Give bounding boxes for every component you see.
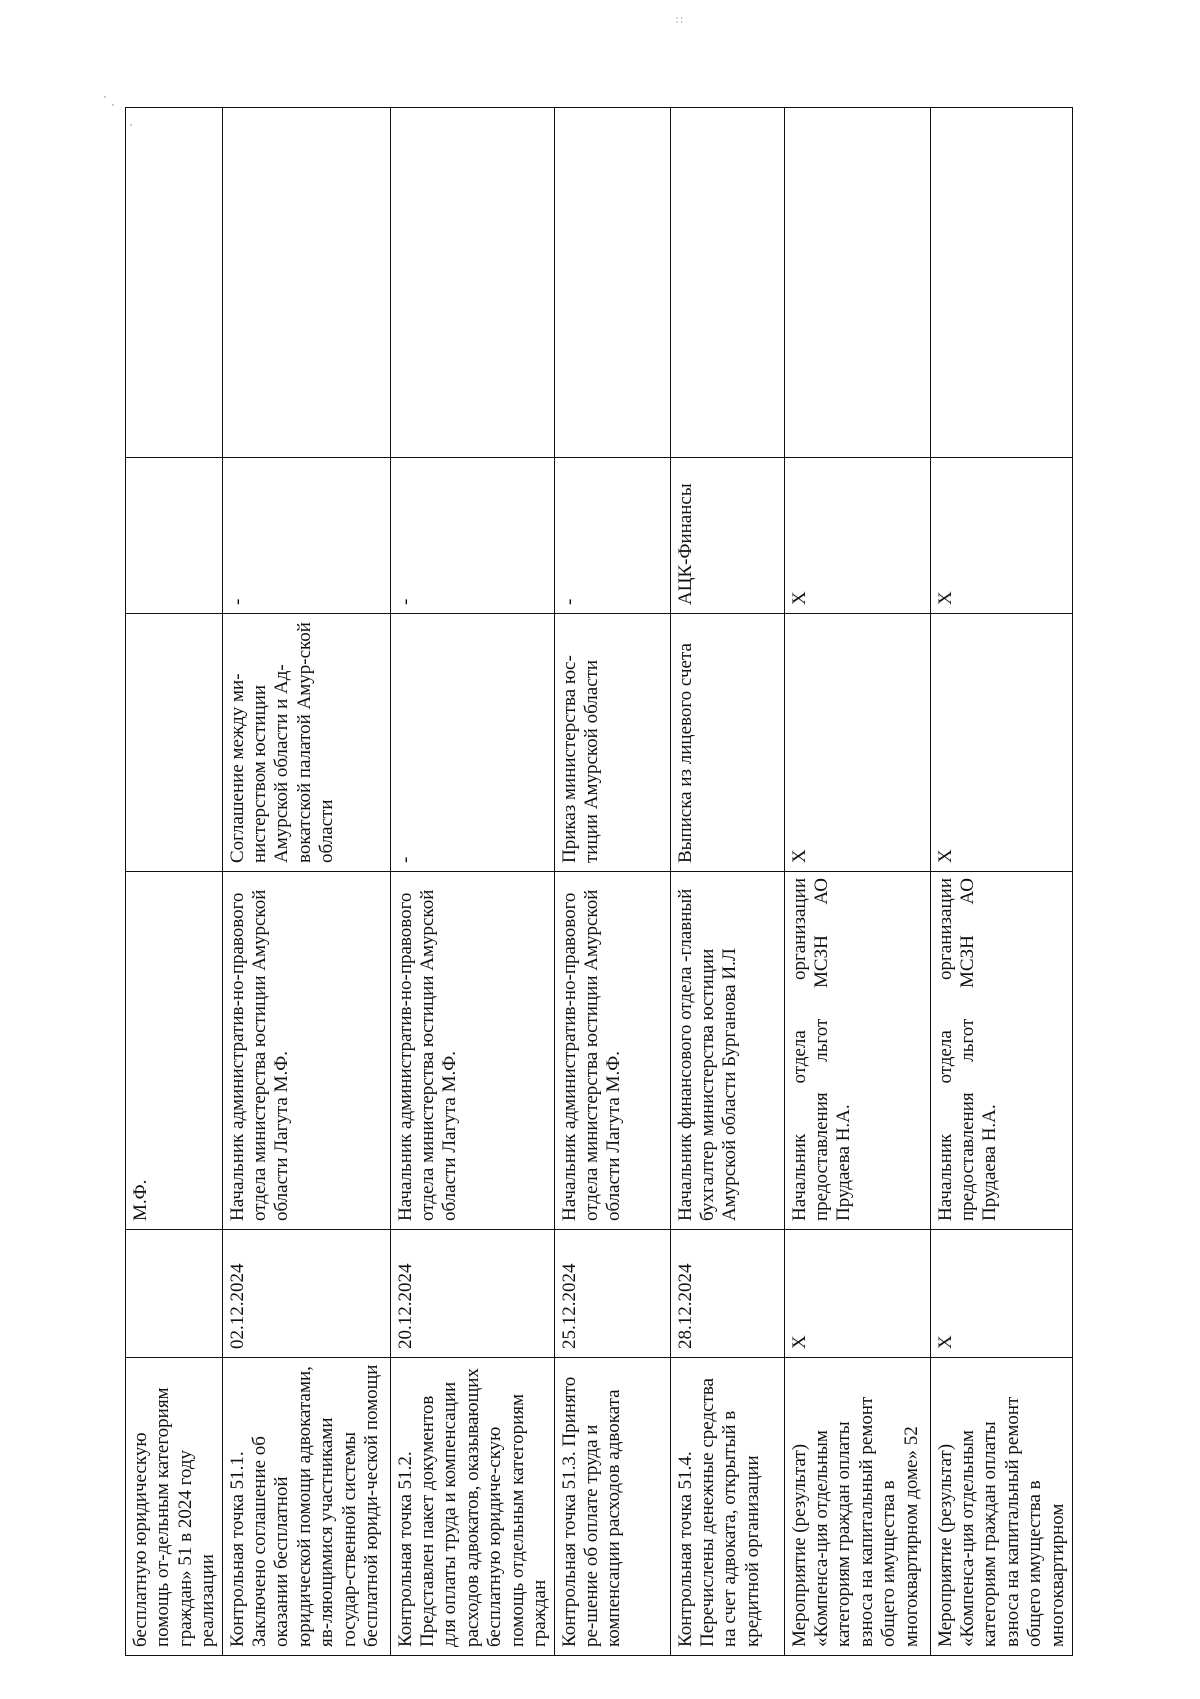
page-corner-mark: ∷ — [676, 14, 683, 27]
table-row — [670, 108, 784, 1656]
cell-responsible: Начальник финансового отдела -главный бухгалтер министерства юстиции Амурской области Бурганова И.Л — [670, 872, 784, 1230]
cell-date: X — [784, 1230, 930, 1358]
cell-event-name: Контрольная точка 51.2. Представлен пакет документов для оплаты труда и компенсации расходов адвокатов, оказывающих бесплатную юридиче-скую помощь отдельным категориям граждан — [390, 1358, 554, 1656]
control-points-table — [125, 107, 1073, 1656]
cell-date: 25.12.2024 — [554, 1230, 670, 1358]
table-row — [126, 108, 223, 1656]
cell-extra — [930, 108, 1072, 458]
cell-info-system — [126, 458, 223, 614]
scan-speck — [104, 96, 106, 98]
cell-document: Приказ министерства юс-тиции Амурской области — [554, 614, 670, 872]
cell-document: Соглашение между ми-нистерством юстиции Амурской области и Ад-вокатской палатой Амур-ской области — [222, 614, 390, 872]
cell-extra — [554, 108, 670, 458]
cell-document — [126, 614, 223, 872]
cell-date: 02.12.2024 — [222, 1230, 390, 1358]
cell-responsible: Начальник административ-но-правового отдела министерства юстиции Амурской области Лагута М.Ф. — [390, 872, 554, 1230]
cell-date: 20.12.2024 — [390, 1230, 554, 1358]
cell-extra — [670, 108, 784, 458]
cell-info-system: X — [784, 458, 930, 614]
cell-responsible: Начальник административ-но-правового отдела министерства юстиции Амурской области Лагута М.Ф. — [554, 872, 670, 1230]
cell-event-name: Контрольная точка 51.4. Перечислены денежные средства на счет адвоката, открытый в кредитной организации — [670, 1358, 784, 1656]
cell-event-name: Контрольная точка 51.1. Заключено соглашение об оказании бесплатной юридической помощи адвокатами, яв-ляющимися участниками государ-ственной системы бесплатной юриди-ческой помощи — [222, 1358, 390, 1656]
table-row — [930, 108, 1072, 1656]
cell-info-system: АЦК-Финансы — [670, 458, 784, 614]
cell-responsible: Начальник отдела организации предоставления льгот МСЗН АО Прудаева Н.А. — [784, 872, 930, 1230]
cell-event-name: Контрольная точка 51.3. Принято ре-шение об оплате труда и компенсации расходов адвоката — [554, 1358, 670, 1656]
cell-date: 28.12.2024 — [670, 1230, 784, 1358]
table-row — [222, 108, 390, 1656]
cell-info-system: - — [222, 458, 390, 614]
cell-extra — [390, 108, 554, 458]
cell-date — [126, 1230, 223, 1358]
scan-speck — [112, 104, 114, 106]
cell-event-name: Мероприятие (результат) «Компенса-ция отдельным категориям граждан оплаты взноса на капитальный ремонт общего имущества в многоквартирном — [930, 1358, 1072, 1656]
cell-responsible: М.Ф. — [126, 872, 223, 1230]
cell-document: X — [930, 614, 1072, 872]
rotated-table-sheet — [125, 108, 1068, 1656]
table-row — [390, 108, 554, 1656]
table-row — [554, 108, 670, 1656]
cell-info-system: X — [930, 458, 1072, 614]
cell-document: X — [784, 614, 930, 872]
cell-responsible: Начальник административ-но-правового отдела министерства юстиции Амурской области Лагута М.Ф. — [222, 872, 390, 1230]
cell-document: - — [390, 614, 554, 872]
cell-extra — [222, 108, 390, 458]
cell-responsible: Начальник отдела организации предоставления льгот МСЗН АО Прудаева Н.А. — [930, 872, 1072, 1230]
cell-extra — [126, 108, 223, 458]
cell-event-name: бесплатную юридическую помощь от-дельным категориям граждан» 51 в 2024 году реализации — [126, 1358, 223, 1656]
cell-extra — [784, 108, 930, 458]
cell-info-system: - — [390, 458, 554, 614]
cell-event-name: Мероприятие (результат) «Компенса-ция отдельным категориям граждан оплаты взноса на капитальный ремонт общего имущества в многоквартирном доме» 52 — [784, 1358, 930, 1656]
table-row — [784, 108, 930, 1656]
cell-date: X — [930, 1230, 1072, 1358]
cell-document: Выписка из лицевого счета — [670, 614, 784, 872]
cell-info-system: - — [554, 458, 670, 614]
